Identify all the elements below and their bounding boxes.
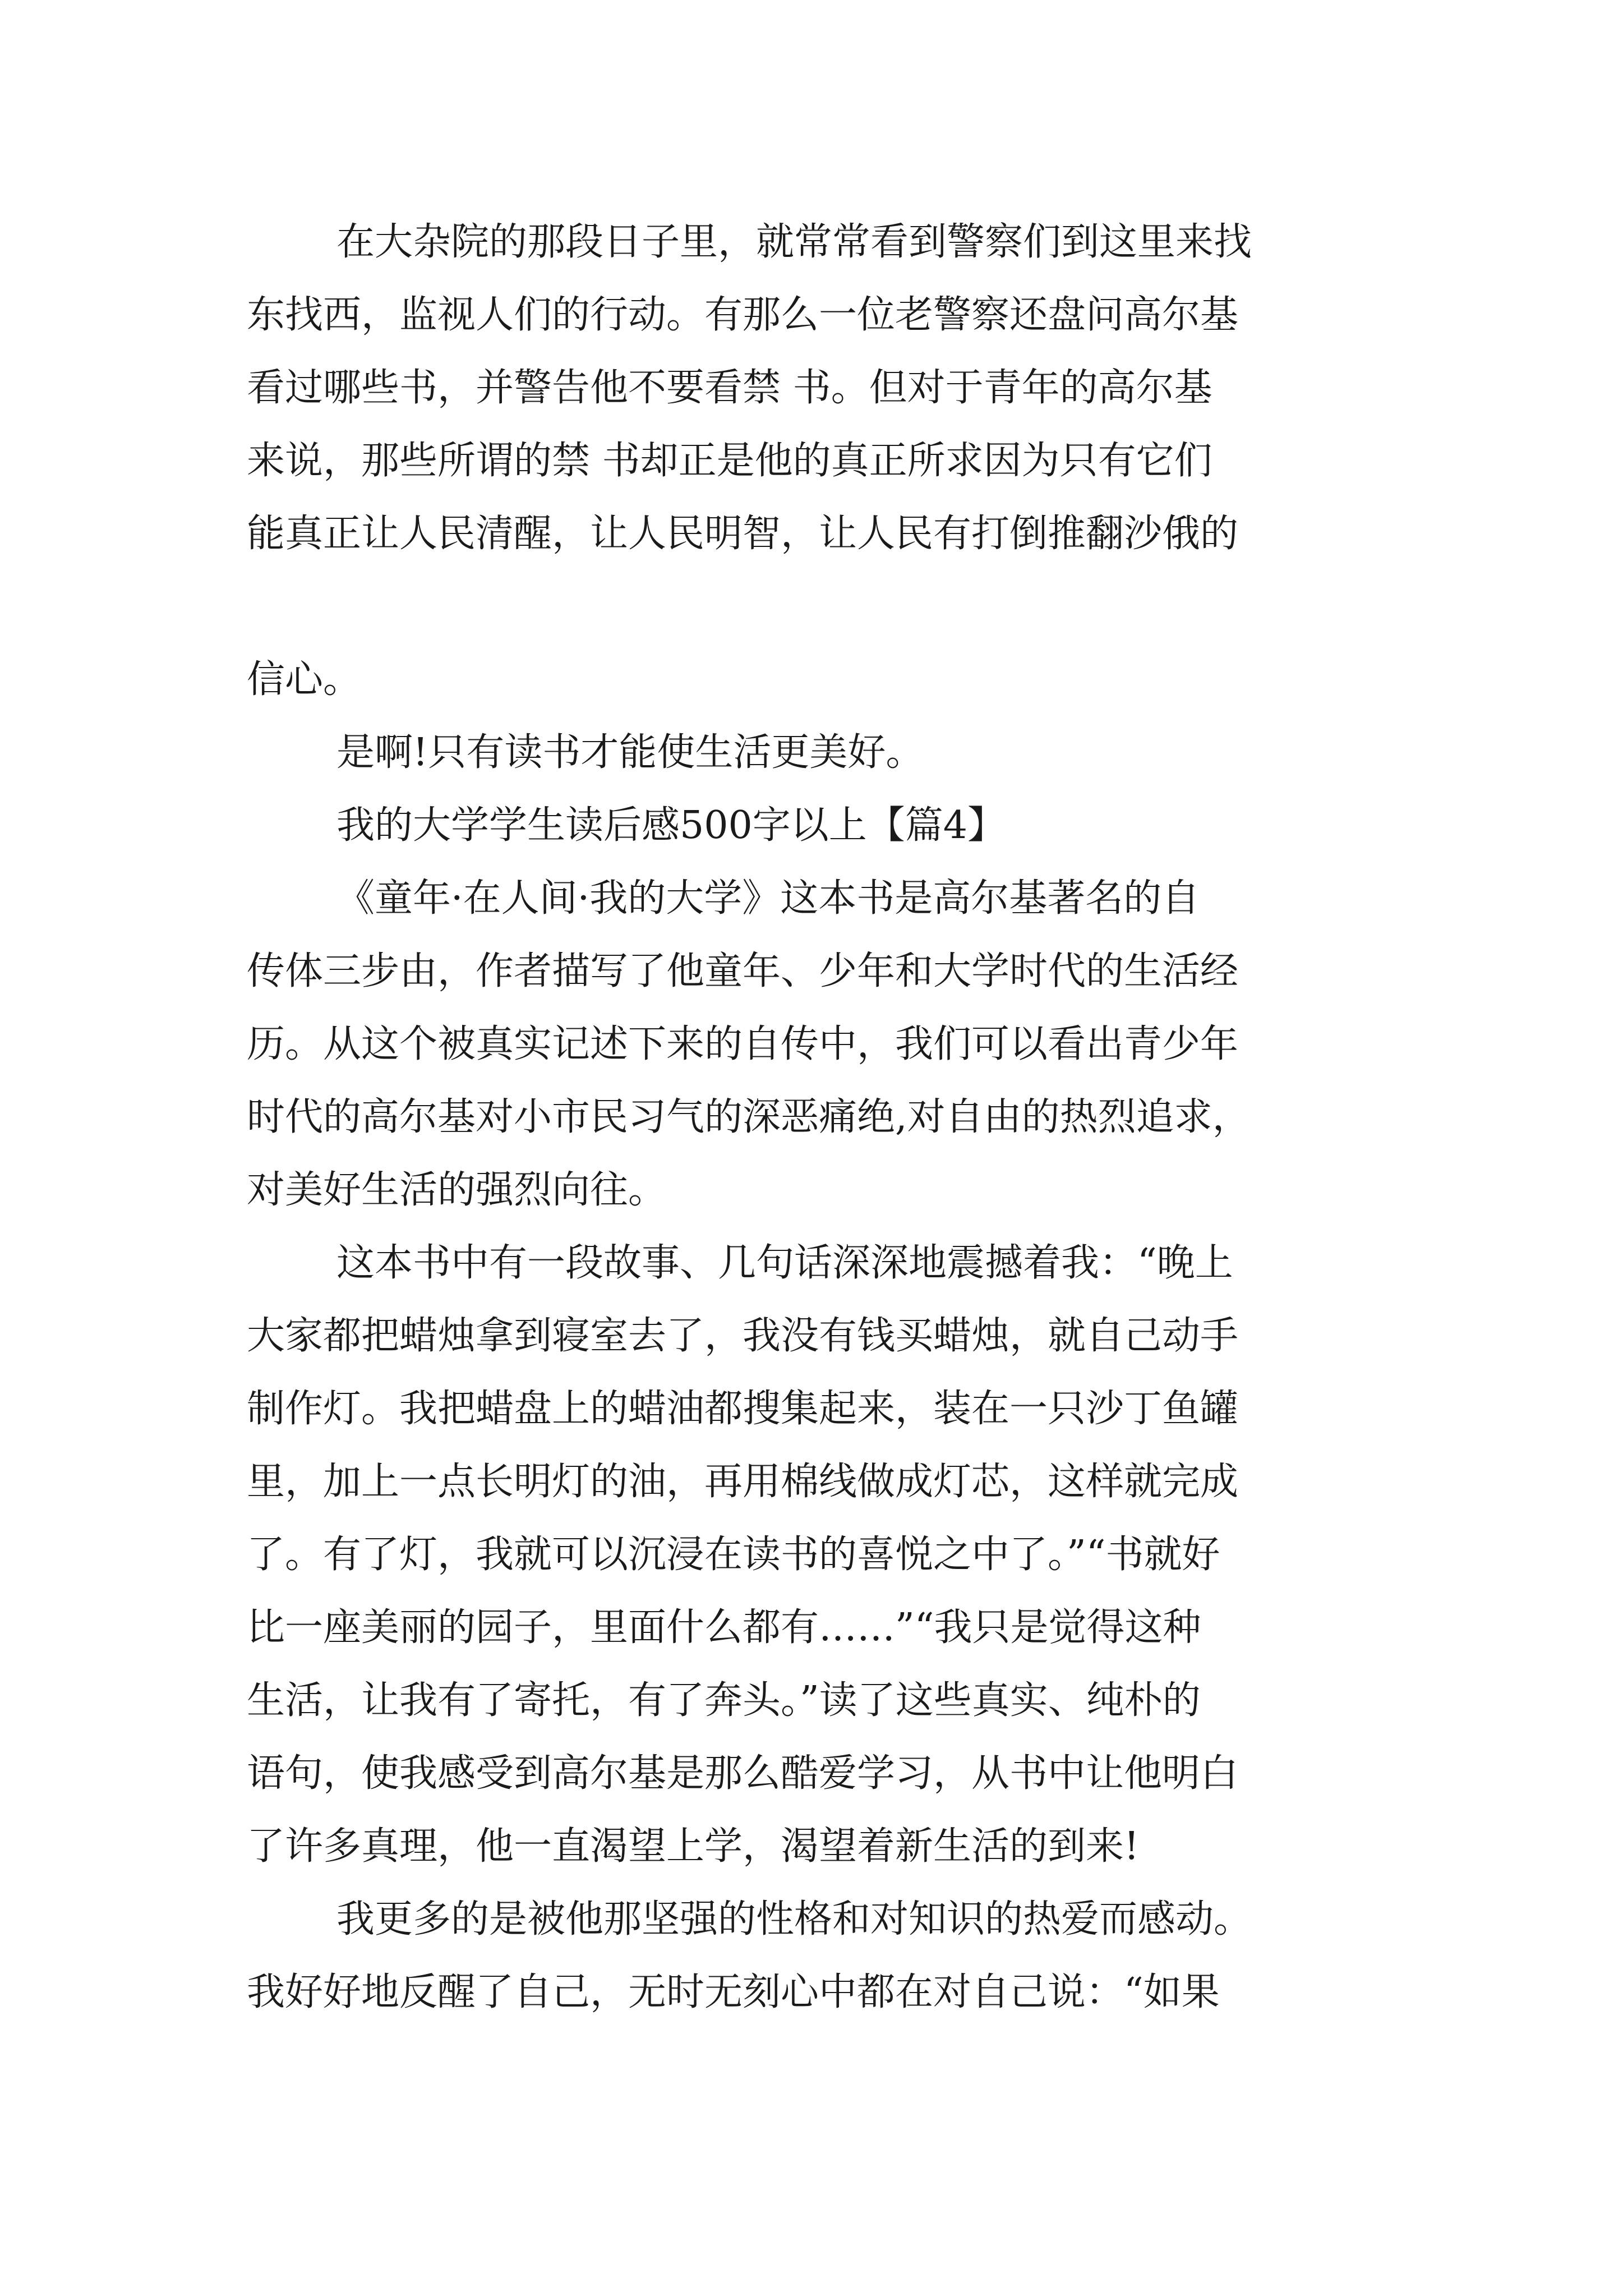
- paragraph-line: 能真正让人民清醒，让人民明智，让人民有打倒推翻沙俄的: [247, 512, 1239, 556]
- paragraph-line: 制作灯。我把蜡盘上的蜡油都搜集起来，装在一只沙丁鱼罐: [247, 1387, 1239, 1431]
- paragraph-line: 传体三步由，作者描写了他童年、少年和大学时代的生活经: [247, 949, 1239, 993]
- paragraph-line: 在大杂院的那段日子里，就常常看到警察们到这里来找: [336, 220, 1252, 264]
- paragraph-line: 东找西，监视人们的行动。有那么一位老警察还盘问高尔基: [247, 293, 1239, 337]
- paragraph-line: 了许多真理，他一直渴望上学，渴望着新生活的到来!: [247, 1824, 1140, 1869]
- paragraph-line: 生活，让我有了寄托，有了奔头。”读了这些真实、纯朴的: [247, 1678, 1201, 1723]
- section-heading: 我的大学学生读后感500字以上【篇4】: [336, 803, 1006, 848]
- paragraph-line: 大家都把蜡烛拿到寝室去了，我没有钱买蜡烛，就自己动手: [247, 1314, 1239, 1358]
- paragraph-line: 了。有了灯，我就可以沉浸在读书的喜悦之中了。”“书就好: [247, 1533, 1220, 1577]
- paragraph-line: 对美好生活的强烈向往。: [247, 1168, 667, 1212]
- paragraph-line: 历。从这个被真实记述下来的自传中，我们可以看出青少年: [247, 1022, 1239, 1066]
- paragraph-line: 《童年·在人间·我的大学》这本书是高尔基著名的自: [336, 876, 1200, 921]
- paragraph-line: 这本书中有一段故事、几句话深深地震撼着我：“晚上: [336, 1241, 1233, 1285]
- paragraph-line: 来说，那些所谓的禁 书却正是他的真正所求因为只有它们: [247, 439, 1212, 483]
- paragraph-line: 我好好地反醒了自己，无时无刻心中都在对自己说：“如果: [247, 1970, 1220, 2014]
- paragraph-line: 里，加上一点长明灯的油，再用棉线做成灯芯，这样就完成: [247, 1460, 1239, 1504]
- paragraph-line: 是啊!只有读书才能使生活更美好。: [336, 730, 924, 775]
- paragraph-line: 语句，使我感受到高尔基是那么酷爱学习，从书中让他明白: [247, 1751, 1239, 1796]
- paragraph-line: 信心。: [247, 657, 362, 702]
- paragraph-line: 我更多的是被他那坚强的性格和对知识的热爱而感动。: [336, 1897, 1252, 1941]
- paragraph-line: 时代的高尔基对小市民习气的深恶痛绝,对自由的热烈追求，: [247, 1095, 1251, 1139]
- paragraph-line: 看过哪些书，并警告他不要看禁 书。但对于青年的高尔基: [247, 366, 1212, 410]
- paragraph-line: 比一座美丽的园子，里面什么都有……”“我只是觉得这种: [247, 1605, 1201, 1650]
